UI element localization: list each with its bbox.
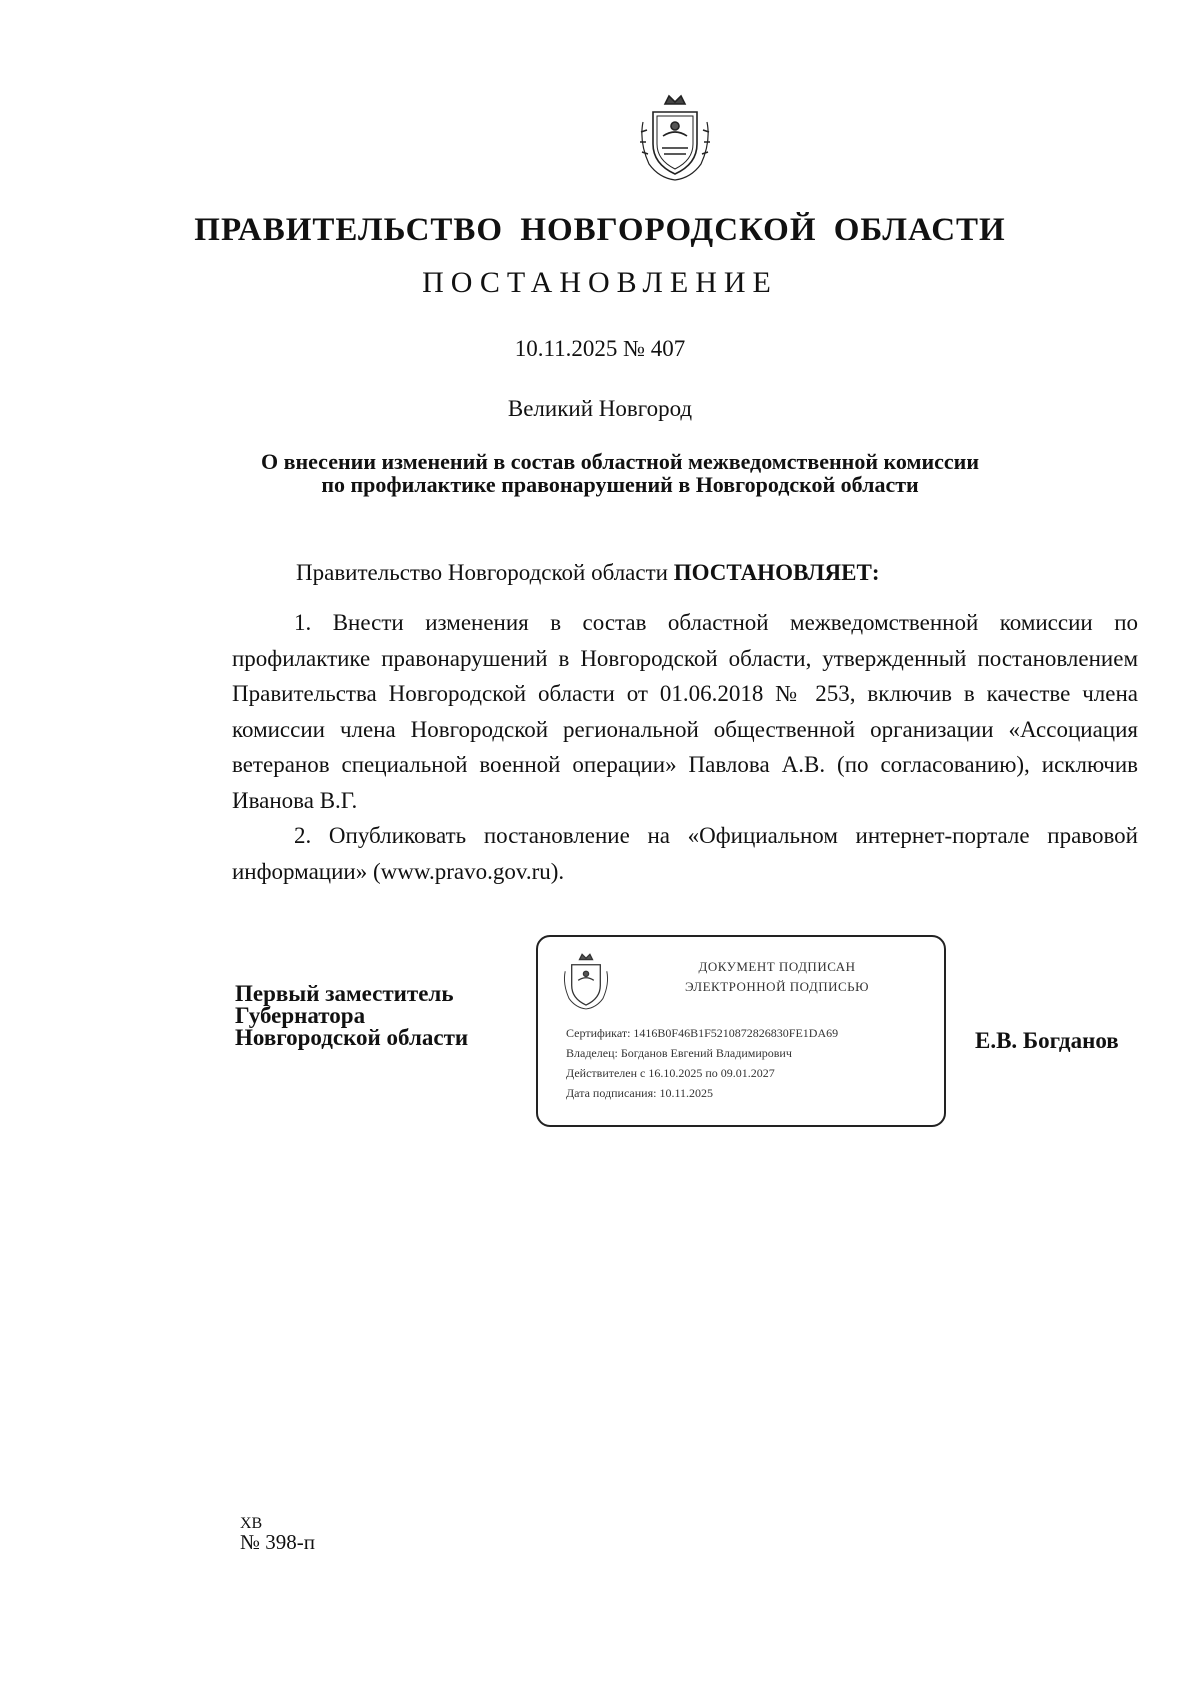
signer-position	[235, 983, 468, 1049]
signer-name: Е.В. Богданов	[975, 1028, 1119, 1053]
date-number: 10.11.2025 № 407	[514, 336, 686, 361]
paragraph: 1. Внести изменения в состав областной межведомственной комиссии по профилактике правонарушений в Новгородской области, утвержденный постановлением Правительства Новгородской области от 01.06.2018 № 253, включив в качестве члена комиссии члена Новгородской региональной общественной организации «Ассоциация ветеранов специальной военной операции» Павлова А.В. (по согласованию), исключив Иванова В.Г.	[232, 610, 1138, 813]
document-footer	[240, 1515, 316, 1554]
stamp-owner: Владелец: Богданов Евгений Владимирович	[566, 1046, 792, 1060]
title-line: О внесении изменений в состав областной межведомственной комиссии	[260, 449, 980, 474]
decree-subject: Правительство Новгородской области	[296, 560, 668, 585]
document-title	[190, 450, 1050, 496]
novgorod-coat-of-arms-icon	[635, 92, 715, 182]
city: Великий Новгород	[507, 396, 693, 421]
stamp-heading-line: ЭЛЕКТРОННОЙ ПОДПИСЬЮ	[685, 979, 869, 994]
novgorod-coat-of-arms-icon	[560, 951, 612, 1011]
decree-intro	[296, 560, 880, 586]
paragraph: 2. Опубликовать постановление на «Официальном интернет-портале правовой информации» (www.pravo.gov.ru).	[232, 823, 1138, 884]
stamp-certificate: Сертификат: 1416B0F46B1F5210872826830FE1DA69	[566, 1026, 839, 1040]
signer-position-line: Губернатора	[235, 1003, 366, 1028]
title-line: по профилактике правонарушений в Новгородской области	[321, 472, 919, 497]
stamp-details	[566, 1023, 838, 1103]
executor-code: ХВ	[240, 1515, 263, 1532]
signer-position-line: Новгородской области	[235, 1025, 469, 1050]
document-body	[232, 605, 1138, 889]
document-type: ПОСТАНОВЛЕНИЕ	[422, 266, 778, 299]
stamp-validity: Действителен с 16.10.2025 по 09.01.2027	[566, 1066, 775, 1080]
stamp-heading-line: ДОКУМЕНТ ПОДПИСАН	[698, 959, 856, 974]
internal-number: № 398-п	[240, 1530, 316, 1554]
stamp-signed-date: Дата подписания: 10.11.2025	[566, 1086, 713, 1100]
electronic-signature-stamp	[536, 935, 948, 1129]
stamp-heading	[632, 957, 922, 997]
signer-position-line: Первый заместитель	[235, 981, 454, 1006]
government-name: ПРАВИТЕЛЬСТВО НОВГОРОДСКОЙ ОБЛАСТИ	[194, 212, 1006, 248]
decree-keyword: ПОСТАНОВЛЯЕТ:	[673, 560, 880, 585]
